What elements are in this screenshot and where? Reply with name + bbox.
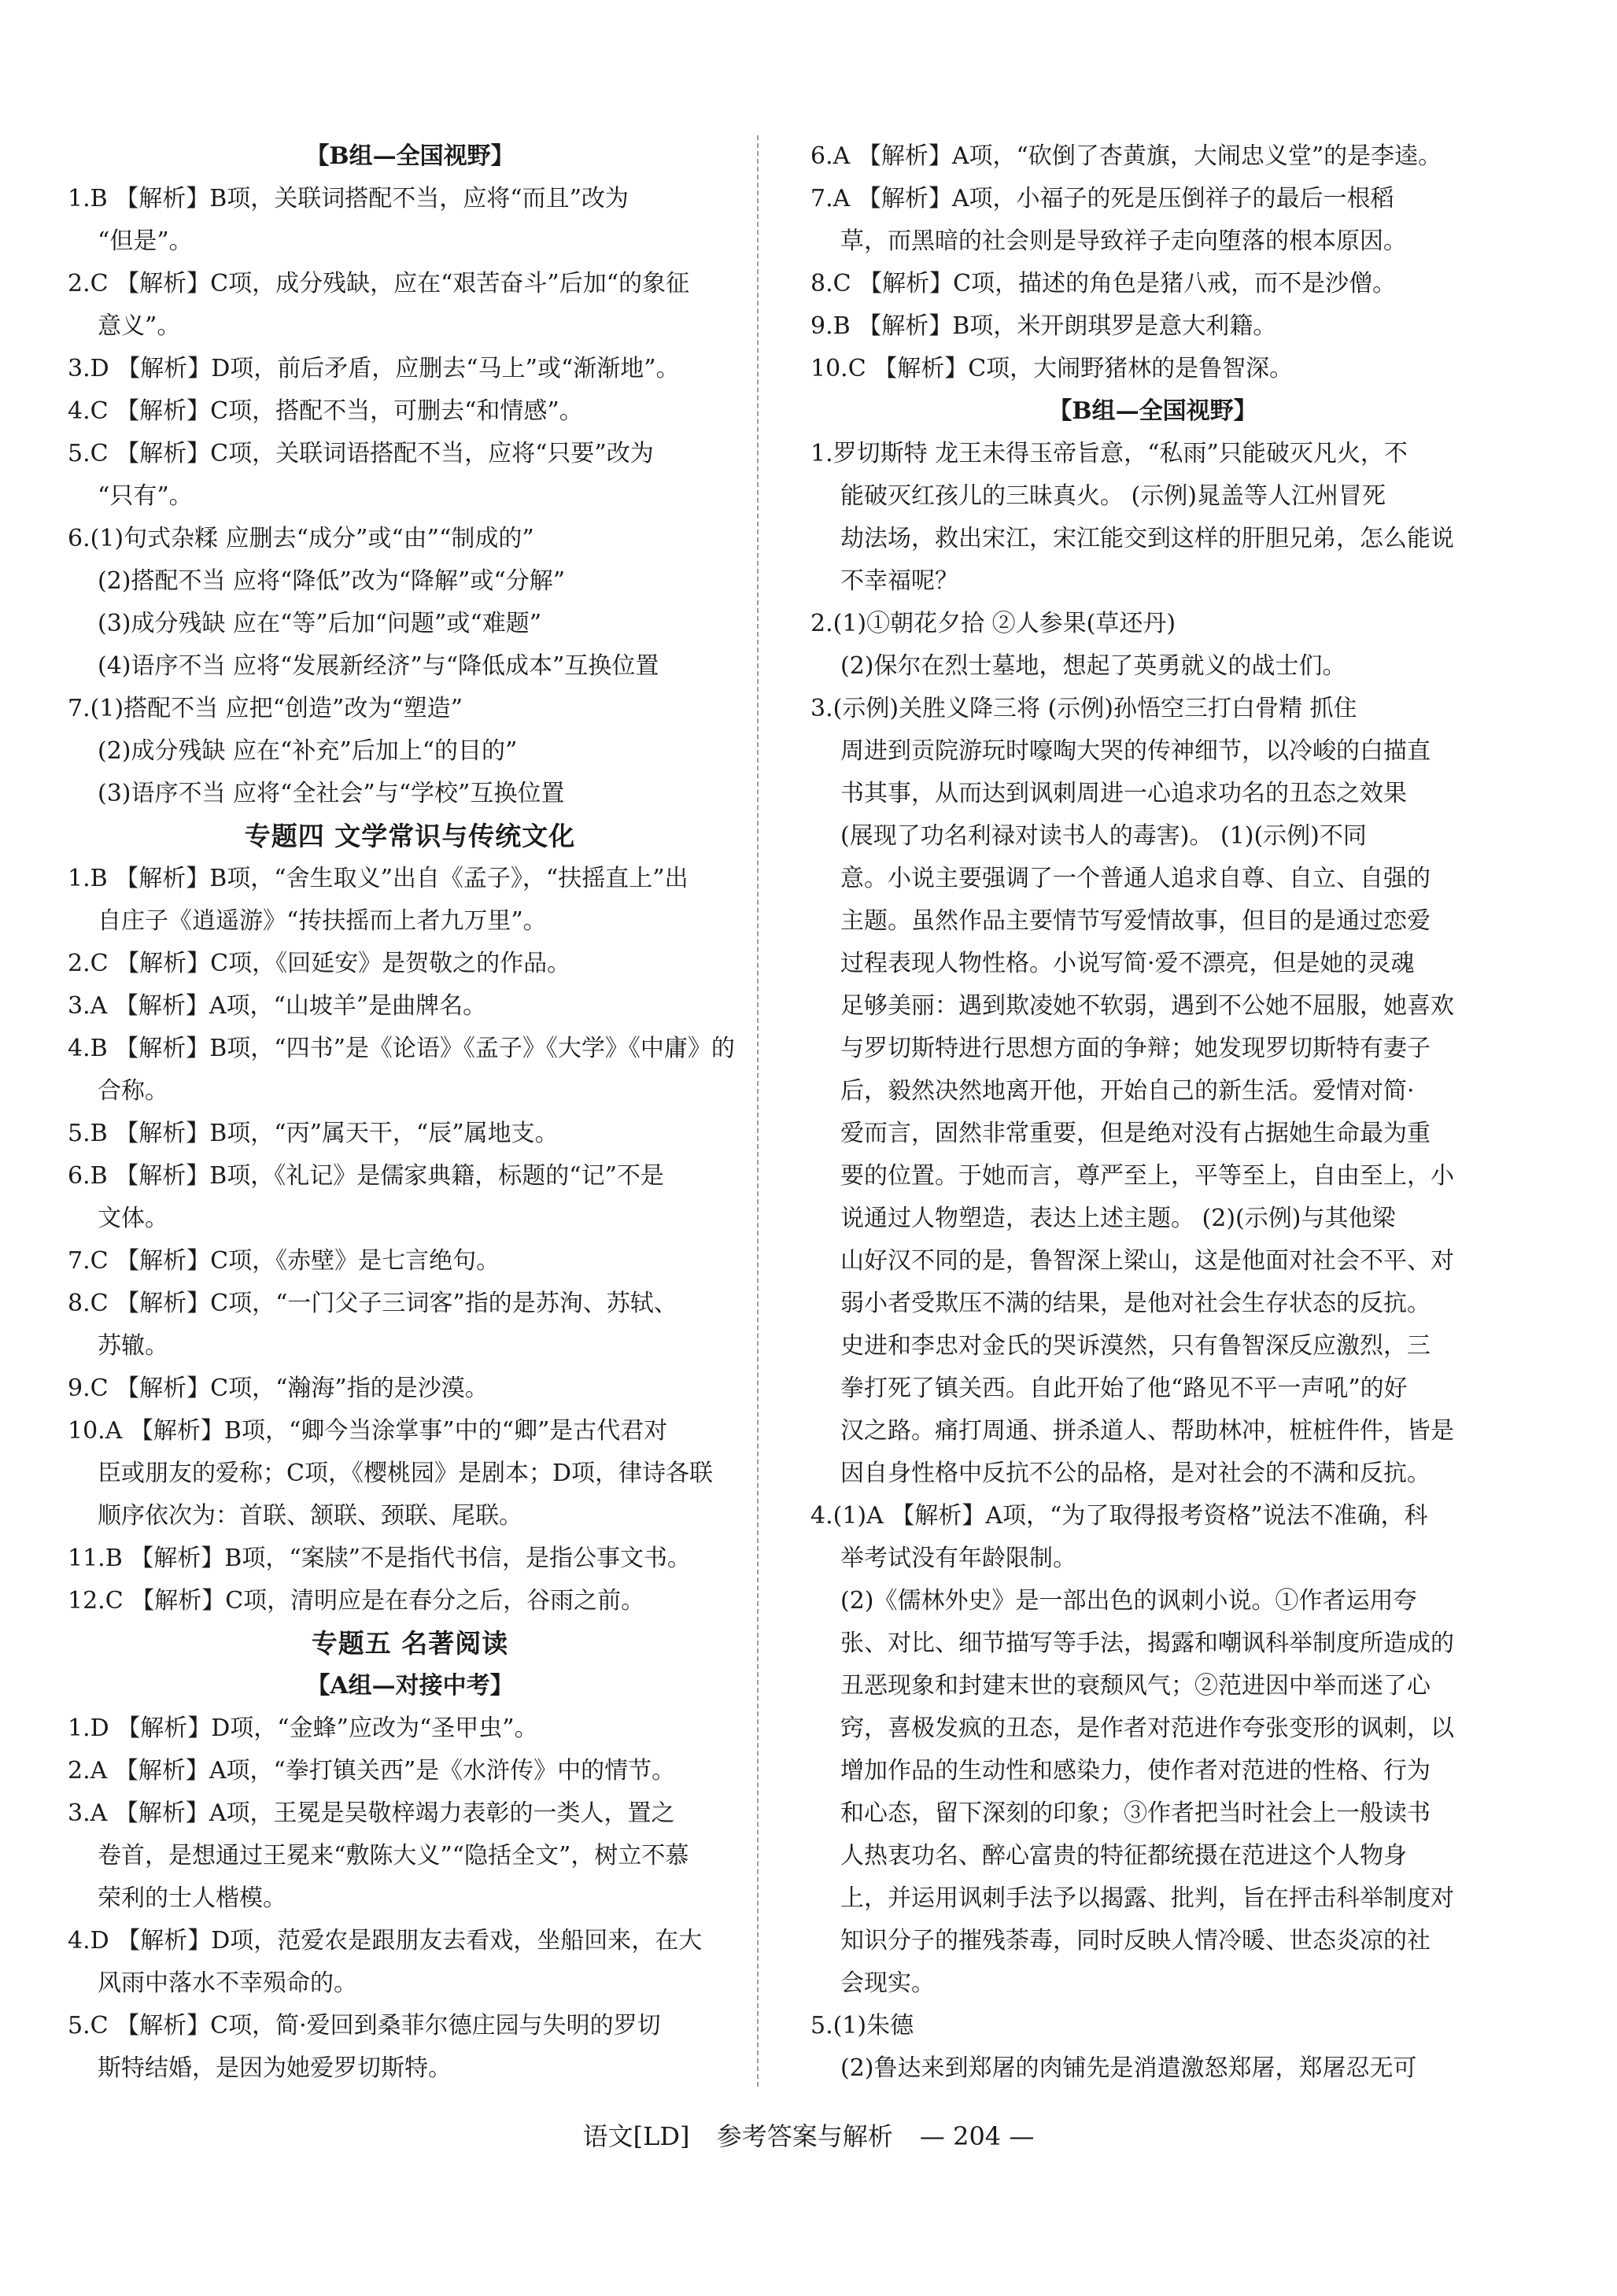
answer-line: 3.A 【解析】A项，“山坡羊”是曲牌名。 <box>68 992 487 1020</box>
footer-title: 参考答案与解析 <box>716 2121 893 2151</box>
answer-continuation-line: 主题。虽然作品主要情节写爱情故事，但目的是通过恋爱 <box>840 907 1431 935</box>
answer-continuation-line: 顺序依次为：首联、颔联、颈联、尾联。 <box>98 1502 522 1530</box>
group-heading: 【B组—全国视野】 <box>1048 397 1257 425</box>
answer-line: 7.A 【解析】A项，小福子的死是压倒祥子的最后一根稻 <box>810 185 1394 212</box>
answer-continuation-line: (2)鲁达来到郑屠的肉铺先是消遣激怒郑屠，郑屠忍无可 <box>840 2054 1417 2082</box>
answer-continuation-line: (4)语序不当 应将“发展新经济”与“降低成本”互换位置 <box>98 652 659 680</box>
answer-continuation-line: 书其事，从而达到讽刺周进一心追求功名的丑态之效果 <box>840 780 1407 807</box>
group-heading: 【A组—对接中考】 <box>306 1672 514 1700</box>
answer-continuation-line: 汉之路。痛打周通、拼杀道人、帮助林冲，桩桩件件，皆是 <box>840 1417 1454 1445</box>
answer-line: 3.(示例)关胜义降三将 (示例)孙悟空三打白骨精 抓住 <box>810 695 1357 722</box>
section-heading: 专题五 名著阅读 <box>311 1628 509 1659</box>
answer-continuation-line: 爱而言，固然非常重要，但是绝对没有占据她生命最为重 <box>840 1120 1431 1147</box>
answer-continuation-line: 自庄子《逍遥游》“抟扶摇而上者九万里”。 <box>98 907 547 935</box>
answer-line: 3.A 【解析】A项，王冕是吴敬梓竭力表彰的一类人，置之 <box>68 1800 675 1827</box>
answer-line: 1.B 【解析】B项，“舍生取义”出自《孟子》，“扶摇直上”出 <box>68 865 689 892</box>
answer-continuation-line: (2)成分残缺 应在“补充”后加上“的目的” <box>98 737 518 765</box>
answer-line: 5.C 【解析】C项，关联词语搭配不当，应将“只要”改为 <box>68 440 654 467</box>
answer-line: 2.A 【解析】A项，“拳打镇关西”是《水浒传》中的情节。 <box>68 1757 676 1785</box>
answer-line: 6.B 【解析】B项，《礼记》是儒家典籍，标题的“记”不是 <box>68 1162 664 1190</box>
answer-continuation-line: 和心态，留下深刻的印象；③作者把当时社会上一般读书 <box>840 1800 1431 1827</box>
page-footer <box>0 2117 1617 2156</box>
answer-continuation-line: 后，毅然决然地离开他，开始自己的新生活。爱情对简· <box>840 1077 1415 1105</box>
answer-line: 6.A 【解析】A项，“砍倒了杏黄旗，大闹忠义堂”的是李逵。 <box>810 142 1442 170</box>
footer-subject: 语文[LD] <box>582 2121 690 2151</box>
answer-continuation-line: 斯特结婚，是因为她爱罗切斯特。 <box>98 2054 452 2082</box>
answer-line: 9.B 【解析】B项，米开朗琪罗是意大利籍。 <box>810 312 1277 340</box>
answer-continuation-line: (展现了功名利禄对读书人的毒害)。 (1)(示例)不同 <box>840 822 1367 850</box>
page-number: — 204 — <box>919 2121 1035 2151</box>
answer-continuation-line: 拳打死了镇关西。自此开始了他“路见不平一声吼”的好 <box>840 1375 1408 1402</box>
answer-line: 10.A 【解析】B项，“卿今当涂掌事”中的“卿”是古代君对 <box>68 1417 668 1445</box>
answer-line: 10.C 【解析】C项，大闹野猪林的是鲁智深。 <box>810 355 1294 382</box>
answer-continuation-line: 卷首，是想通过王冕来“敷陈大义”“隐括全文”，树立不慕 <box>98 1842 689 1870</box>
answer-continuation-line: 意。小说主要强调了一个普通人追求自尊、自立、自强的 <box>840 865 1431 892</box>
answer-continuation-line: 说通过人物塑造，表达上述主题。 (2)(示例)与其他梁 <box>840 1205 1396 1232</box>
answer-continuation-line: (2)搭配不当 应将“降低”改为“降解”或“分解” <box>98 567 566 595</box>
answer-continuation-line: (3)语序不当 应将“全社会”与“学校”互换位置 <box>98 780 565 807</box>
answer-line: 8.C 【解析】C项，“一门父子三词客”指的是苏洵、苏轼、 <box>68 1290 677 1317</box>
answer-continuation-line: 过程表现人物性格。小说写简·爱不漂亮，但是她的灵魂 <box>840 950 1415 977</box>
answer-continuation-line: 弱小者受欺压不满的结果，是他对社会生存状态的反抗。 <box>840 1290 1431 1317</box>
answer-continuation-line: “但是”。 <box>98 227 193 255</box>
right-column <box>810 135 1495 2090</box>
answer-line: 12.C 【解析】C项，清明应是在春分之后，谷雨之前。 <box>68 1587 645 1615</box>
answer-line: 11.B 【解析】B项，“案牍”不是指代书信，是指公事文书。 <box>68 1545 692 1572</box>
answer-continuation-line: 合称。 <box>98 1077 168 1105</box>
answer-continuation-line: 荣利的士人楷模。 <box>98 1884 286 1912</box>
answer-line: 7.(1)搭配不当 应把“创造”改为“塑造” <box>68 695 463 722</box>
answer-continuation-line: 知识分子的摧残荼毒，同时反映人情冷暖、世态炎凉的社 <box>840 1927 1431 1955</box>
answer-continuation-line: 足够美丽：遇到欺凌她不软弱，遇到不公她不屈服，她喜欢 <box>840 992 1454 1020</box>
answer-continuation-line: 能破灭红孩儿的三昧真火。 (示例)晁盖等人江州冒死 <box>840 482 1386 510</box>
answer-continuation-line: 因自身性格中反抗不公的品格，是对社会的不满和反抗。 <box>840 1460 1431 1487</box>
answer-continuation-line: 臣或朋友的爱称；C项，《樱桃园》是剧本；D项，律诗各联 <box>98 1460 714 1487</box>
answer-continuation-line: 山好汉不同的是，鲁智深上梁山，这是他面对社会不平、对 <box>840 1247 1454 1275</box>
answer-line: 7.C 【解析】C项，《赤壁》是七言绝句。 <box>68 1247 500 1275</box>
answer-continuation-line: (2)《儒林外史》是一部出色的讽刺小说。①作者运用夸 <box>840 1587 1417 1615</box>
answer-continuation-line: 上，并运用讽刺手法予以揭露、批判，旨在抨击科举制度对 <box>840 1884 1454 1912</box>
answer-line: 2.C 【解析】C项，《回延安》是贺敬之的作品。 <box>68 950 571 977</box>
answer-line: 1.B 【解析】B项，关联词搭配不当，应将“而且”改为 <box>68 185 629 212</box>
answer-continuation-line: 与罗切斯特进行思想方面的争辩；她发现罗切斯特有妻子 <box>840 1035 1431 1062</box>
answer-line: 1.罗切斯特 龙王未得玉帝旨意，“私雨”只能破灭凡火，不 <box>810 440 1408 467</box>
answer-line: 8.C 【解析】C项，描述的角色是猪八戒，而不是沙僧。 <box>810 270 1397 297</box>
answer-continuation-line: 劫法场，救出宋江，宋江能交到这样的肝胆兄弟，怎么能说 <box>840 525 1454 552</box>
answer-line: 4.C 【解析】C项，搭配不当，可删去“和情感”。 <box>68 397 583 425</box>
answer-line: 4.D 【解析】D项，范爱农是跟朋友去看戏，坐船回来，在大 <box>68 1927 703 1955</box>
answer-continuation-line: 举考试没有年龄限制。 <box>840 1545 1076 1572</box>
answer-line: 9.C 【解析】C项，“瀚海”指的是沙漠。 <box>68 1375 489 1402</box>
answer-line: 2.(1)①朝花夕拾 ②人参果(草还丹) <box>810 610 1176 637</box>
answer-line: 4.B 【解析】B项，“四书”是《论语》《孟子》《大学》《中庸》的 <box>68 1035 735 1062</box>
answer-continuation-line: “只有”。 <box>98 482 193 510</box>
answer-continuation-line: 人热衷功名、醉心富贵的特征都统摄在范进这个人物身 <box>840 1842 1407 1870</box>
answer-continuation-line: 要的位置。于她而言，尊严至上，平等至上，自由至上，小 <box>840 1162 1454 1190</box>
answer-line: 5.B 【解析】B项，“丙”属天干，“辰”属地支。 <box>68 1120 559 1147</box>
answer-line: 5.C 【解析】C项，简·爱回到桑菲尔德庄园与失明的罗切 <box>68 2012 661 2039</box>
answer-line: 5.(1)朱德 <box>810 2012 914 2039</box>
answer-line: 3.D 【解析】D项，前后矛盾，应删去“马上”或“渐渐地”。 <box>68 355 680 382</box>
answer-continuation-line: 文体。 <box>98 1205 168 1232</box>
answer-continuation-line: 丑恶现象和封建末世的衰颓风气；②范进因中举而迷了心 <box>840 1672 1431 1700</box>
answer-continuation-line: 意义”。 <box>98 312 181 340</box>
answer-continuation-line: 增加作品的生动性和感染力，使作者对范进的性格、行为 <box>840 1757 1431 1785</box>
answer-continuation-line: 会现实。 <box>840 1969 935 1997</box>
answer-continuation-line: 不幸福呢？ <box>840 567 958 595</box>
left-column <box>68 135 752 2090</box>
answer-continuation-line: 窍，喜极发疯的丑态，是作者对范进作夸张变形的讽刺，以 <box>840 1715 1454 1742</box>
answer-line: 2.C 【解析】C项，成分残缺，应在“艰苦奋斗”后加“的象征 <box>68 270 690 297</box>
answer-continuation-line: 风雨中落水不幸殒命的。 <box>98 1969 357 1997</box>
answer-continuation-line: (3)成分残缺 应在“等”后加“问题”或“难题” <box>98 610 542 637</box>
answer-continuation-line: 草，而黑暗的社会则是导致祥子走向堕落的根本原因。 <box>840 227 1407 255</box>
answer-line: 4.(1)A 【解析】A项，“为了取得报考资格”说法不准确，科 <box>810 1502 1428 1530</box>
answer-continuation-line: 史进和李忠对金氏的哭诉漠然，只有鲁智深反应激烈，三 <box>840 1332 1431 1360</box>
group-heading: 【B组—全国视野】 <box>305 142 515 170</box>
answer-line: 1.D 【解析】D项，“金蜂”应改为“圣甲虫”。 <box>68 1715 538 1742</box>
answer-continuation-line: (2)保尔在烈士墓地，想起了英勇就义的战士们。 <box>840 652 1346 680</box>
section-heading: 专题四 文学常识与传统文化 <box>244 821 576 851</box>
answer-continuation-line: 苏辙。 <box>98 1332 168 1360</box>
answer-continuation-line: 张、对比、细节描写等手法，揭露和嘲讽科举制度所造成的 <box>840 1630 1454 1657</box>
answer-continuation-line: 周进到贡院游玩时嚎啕大哭的传神细节，以冷峻的白描直 <box>840 737 1431 765</box>
column-divider <box>757 135 759 2087</box>
answer-line: 6.(1)句式杂糅 应删去“成分”或“由”“制成的” <box>68 525 534 552</box>
